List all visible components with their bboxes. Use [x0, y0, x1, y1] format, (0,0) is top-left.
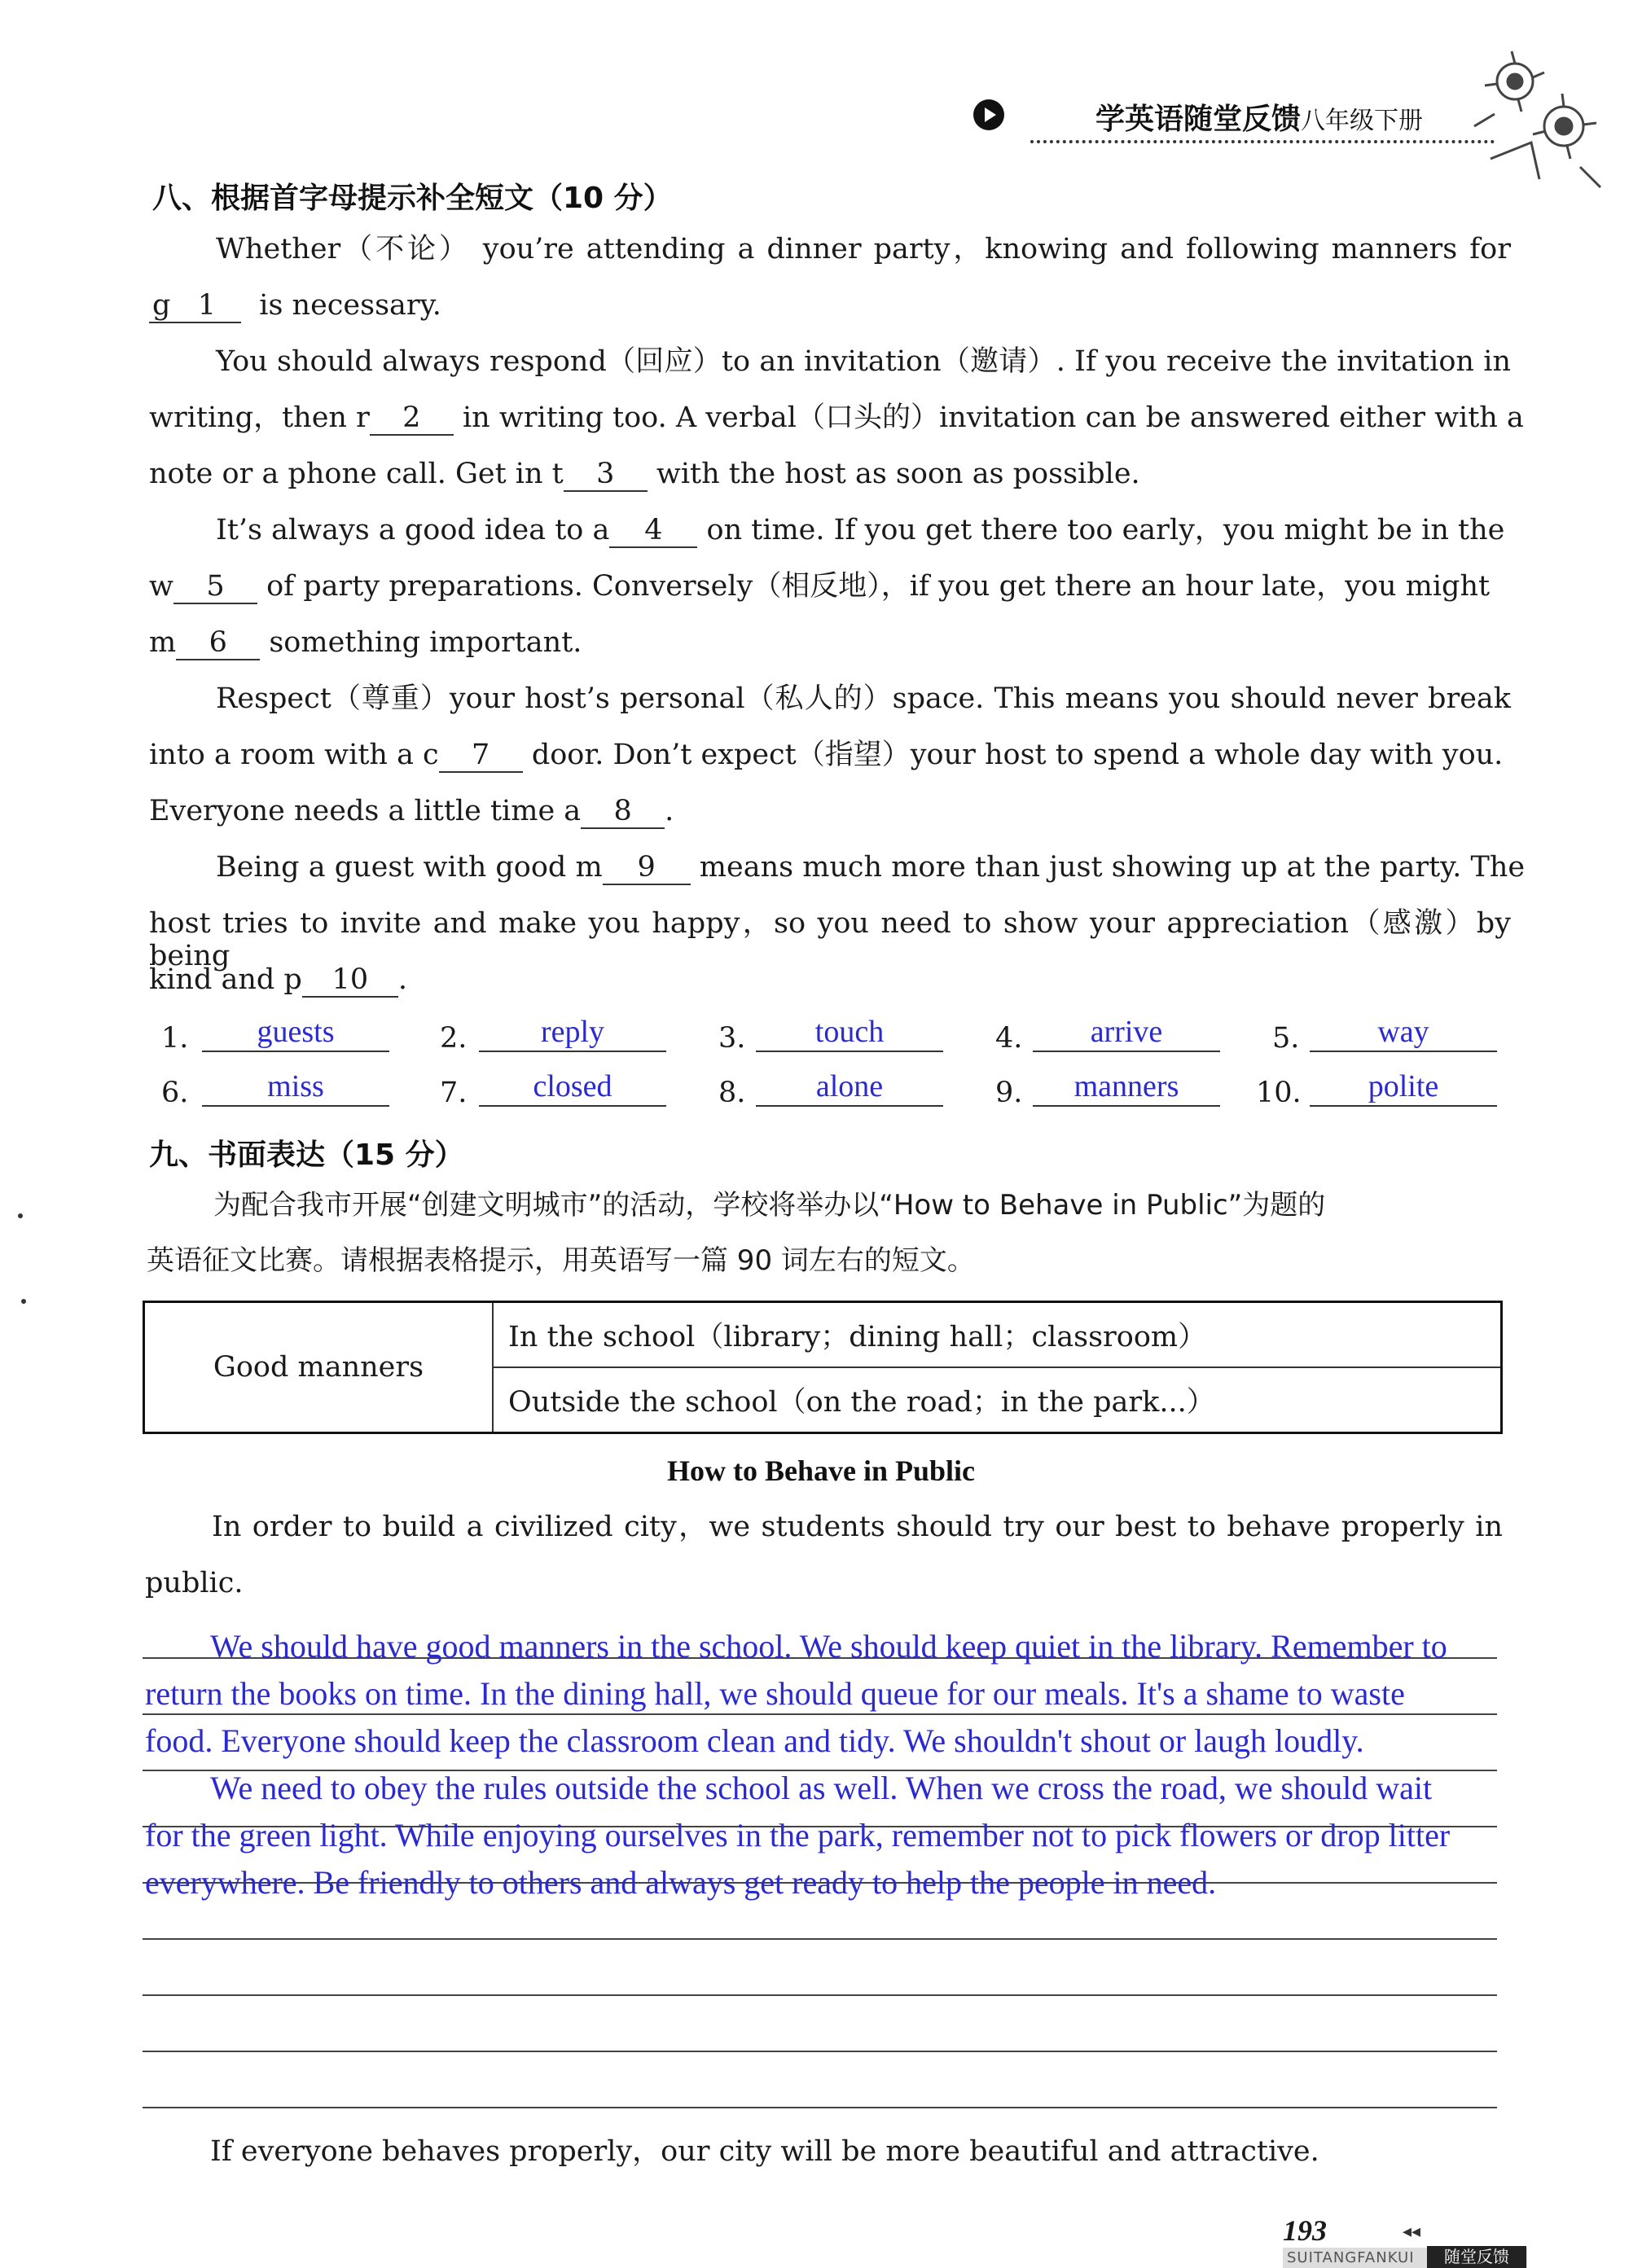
p3-line1: It’s always a good idea to a 4 on time. If you get there too early，you might be in the: [216, 514, 1505, 546]
essay-title: How to Behave in Public: [666, 1454, 976, 1487]
footer-band-text: SUITANGFANKUI: [1287, 2249, 1415, 2266]
blank-8: 8: [581, 795, 665, 829]
essay-closing: If everyone behaves properly，our city will be more beautiful and attractive.: [210, 2135, 1319, 2168]
blank-1: g 1: [149, 289, 241, 323]
answer-1: guests: [202, 1013, 389, 1052]
answer-5-num: 5.: [1272, 1022, 1300, 1055]
writing-line: [143, 2051, 1497, 2052]
blank-6: 6: [176, 626, 260, 660]
answer-9: manners: [1033, 1068, 1220, 1107]
p4-line2: into a room with a c 7 door. Don’t expect（指望）your host to spend a whole day with you.: [149, 739, 1504, 771]
writing-line: [143, 1994, 1497, 1996]
p2-line1: You should always respond（回应）to an invitation（邀请）. If you receive the invitation in: [216, 345, 1511, 378]
p3-line2: w 5 of party preparations. Conversely（相反地），if you get there an hour late，you might: [149, 570, 1491, 603]
blank-4: 4: [609, 514, 697, 548]
handwriting-line-2: return the books on time. In the dining hall, we should queue for our meals. It's a shame to waste: [145, 1675, 1405, 1712]
answer-5: way: [1310, 1013, 1497, 1052]
p5-line2: host tries to invite and make you happy，so you need to show your appreciation（感激）by being: [149, 907, 1511, 972]
answer-7: closed: [479, 1068, 666, 1107]
p2-line2: writing，then r 2 in writing too. A verbal（口头的）invitation can be answered either with a: [149, 401, 1524, 434]
writing-line: [143, 2107, 1497, 2108]
writing-line: [143, 1713, 1497, 1715]
answer-6: miss: [202, 1068, 389, 1107]
answer-8-num: 8.: [718, 1077, 746, 1109]
handwriting-line-5: for the green light. While enjoying ourselves in the park, remember not to pick flowers or drop litter: [145, 1817, 1451, 1853]
answer-8: alone: [756, 1068, 943, 1107]
p1-line1: Whether（不论） you’re attending a dinner party，knowing and following manners for: [216, 233, 1511, 265]
blank-10: 10: [302, 963, 398, 998]
section9-title: 九、书面表达（15 分）: [149, 1138, 464, 1172]
handwriting-line-4: We need to obey the rules outside the school as well. When we cross the road, we should wait: [210, 1770, 1433, 1806]
table-label-cell: Good manners: [144, 1302, 494, 1433]
book-title-main: 学英语随堂反馈: [1095, 103, 1302, 136]
book-title: [1095, 96, 1423, 138]
arrow-left-icon: ◂◂: [1403, 2222, 1421, 2242]
essay-opening-line1: In order to build a civilized city，we students should try our best to behave properly in: [212, 1511, 1503, 1543]
p3-line3: m 6 something important.: [149, 626, 582, 659]
p1-line2: g 1 is necessary.: [149, 289, 441, 323]
handwriting-line-3: food. Everyone should keep the classroom clean and tidy. We shouldn't shout or laugh loudly.: [145, 1722, 1364, 1759]
table-row-school: In the school（library；dining hall；classroom）: [493, 1302, 1502, 1368]
page-number: 193: [1283, 2214, 1327, 2247]
handwriting-line-6: everywhere. Be friendly to others and always get ready to help the people in need.: [145, 1864, 1217, 1901]
answer-6-num: 6.: [161, 1077, 189, 1109]
essay-opening-line2: public.: [145, 1567, 244, 1599]
header-dotted-rule: [1030, 140, 1495, 143]
section9-intro-line1: 为配合我市开展“创建文明城市”的活动，学校将举办以“How to Behave in Public”为题的: [213, 1189, 1326, 1222]
blank-9: 9: [603, 851, 691, 885]
p5-line1: Being a guest with good m 9 means much more than just showing up at the party. The: [216, 851, 1526, 884]
answer-7-num: 7.: [440, 1077, 468, 1109]
p4-line3: Everyone needs a little time a 8 .: [149, 795, 674, 827]
blank-5: 5: [173, 570, 257, 604]
p2-line3: note or a phone call. Get in t 3 with the host as soon as possible.: [149, 458, 1140, 490]
answer-1-num: 1.: [161, 1022, 189, 1055]
p4-line1: Respect（尊重）your host’s personal（私人的）space. This means you should never break: [216, 682, 1511, 715]
blank-3: 3: [564, 458, 648, 492]
blank-2: 2: [370, 401, 454, 436]
answer-9-num: 9.: [995, 1077, 1023, 1109]
p5-line3: kind and p 10 .: [149, 963, 407, 996]
writing-line: [143, 1938, 1497, 1940]
answer-2: reply: [479, 1013, 666, 1052]
margin-dot: [21, 1299, 26, 1304]
table-row-outside: Outside the school（on the road；in the park...）: [493, 1367, 1502, 1433]
margin-dot: [18, 1213, 23, 1218]
flower-decoration-icon: [1458, 37, 1621, 200]
blank-7: 7: [439, 739, 523, 773]
answer-4-num: 4.: [995, 1022, 1023, 1055]
answer-10: polite: [1310, 1068, 1497, 1107]
footer-badge: 随堂反馈: [1427, 2246, 1526, 2268]
handwriting-line-1: We should have good manners in the school. We should keep quiet in the library. Remember to: [210, 1628, 1447, 1665]
section9-intro-line2: 英语征文比赛。请根据表格提示，用英语写一篇 90 词左右的短文。: [147, 1244, 975, 1277]
book-title-sub: 八年级下册: [1301, 107, 1424, 135]
answer-3-num: 3.: [718, 1022, 746, 1055]
answer-4: arrive: [1033, 1013, 1220, 1052]
answer-10-num: 10.: [1256, 1077, 1302, 1109]
section8-title: 八、根据首字母提示补全短文（10 分）: [152, 182, 673, 215]
manners-table: [143, 1301, 1503, 1434]
play-icon: [973, 99, 1004, 130]
answer-2-num: 2.: [440, 1022, 468, 1055]
answer-3: touch: [756, 1013, 943, 1052]
